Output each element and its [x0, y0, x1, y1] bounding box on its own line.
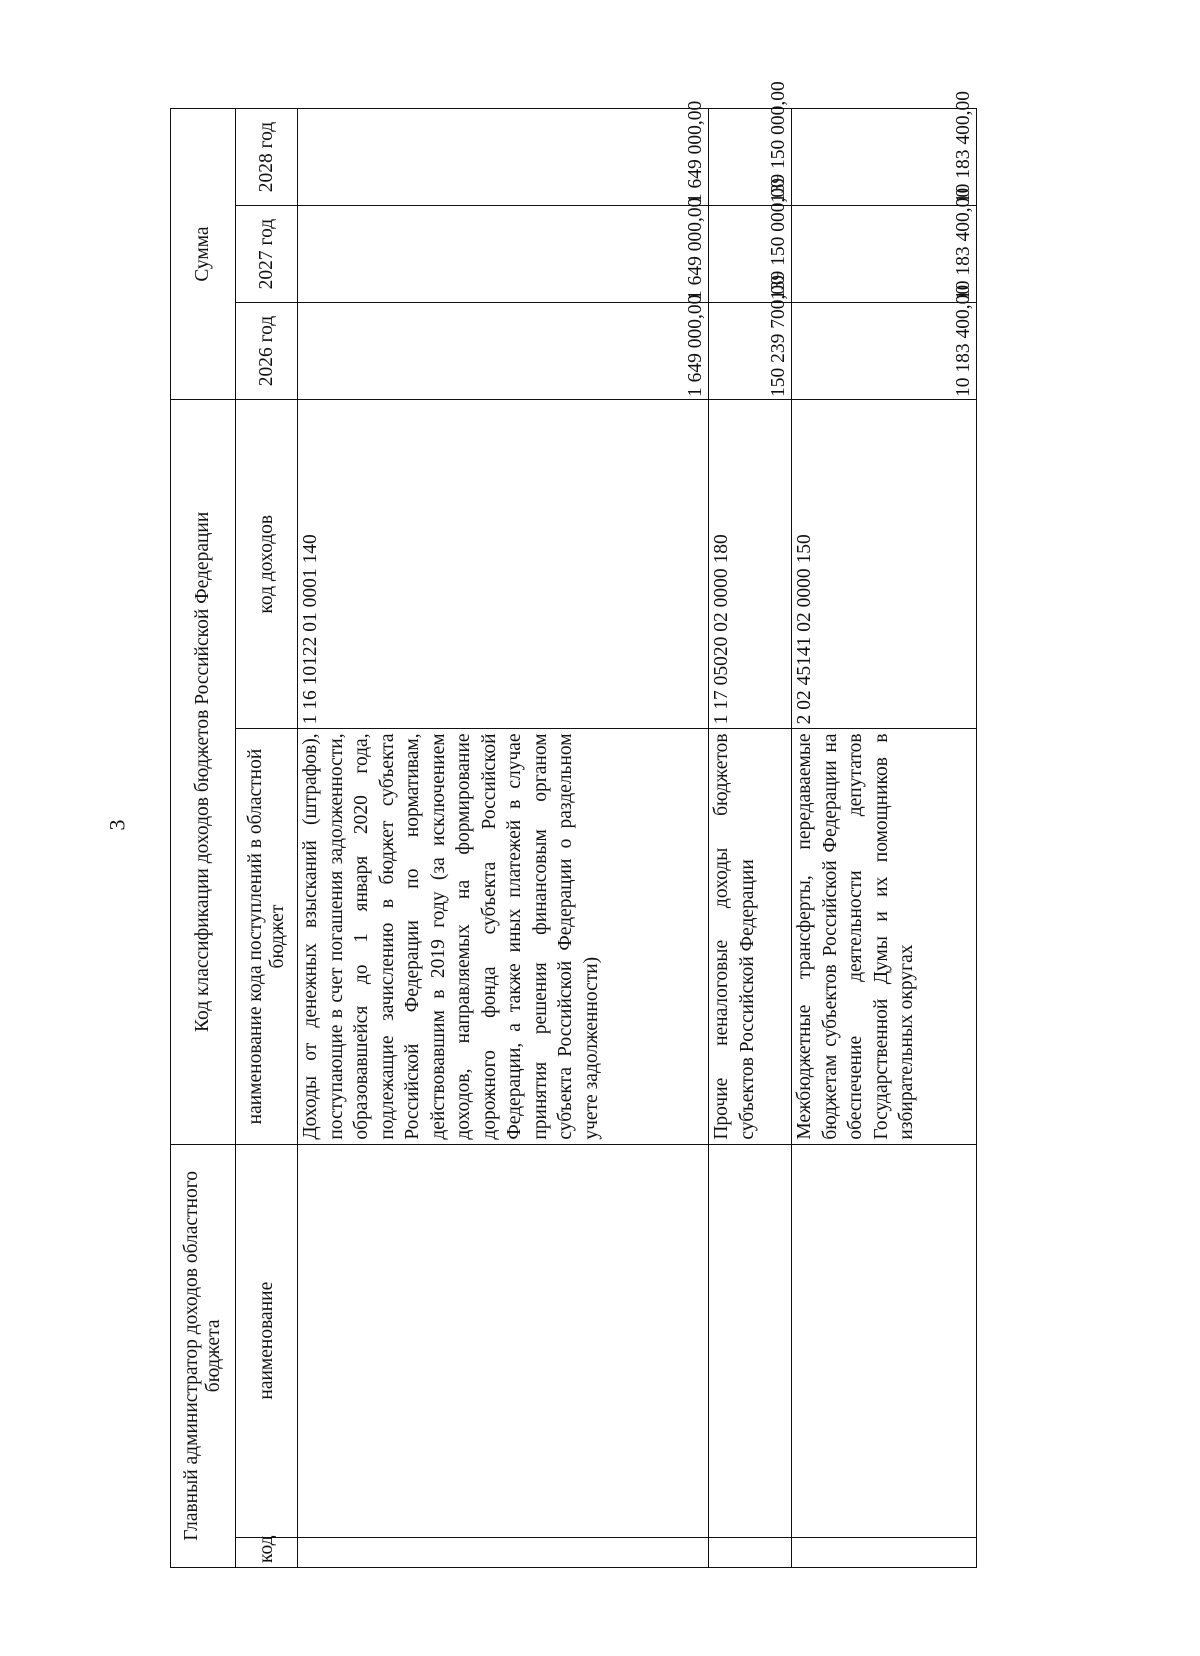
cell-income-code: 2 02 45141 02 0000 150 [792, 400, 977, 729]
cell-amount-2028: 10 183 400,00 [792, 109, 977, 206]
header-row-2 [236, 109, 298, 1568]
cell-code [792, 1537, 977, 1567]
cell-admin-name [792, 1144, 977, 1537]
cell-income-name: Межбюджетные трансферты, передаваемые бюджетам субъектов Российской Федерации на обеспечение деятельности депутатов Государственной Думы и их помощников в избирательных округах [792, 729, 977, 1144]
cell-admin-name [298, 1144, 709, 1537]
cell-amount-2027: 139 150 000,00 [709, 206, 792, 303]
header-sum: Сумма [171, 109, 236, 400]
cell-amount-2028: 139 150 000,00 [709, 109, 792, 206]
cell-amount-2028: 1 649 000,00 [298, 109, 709, 206]
cell-income-name: Доходы от денежных взысканий (штрафов), поступающие в счет погашения задолженности, образовавшейся до 1 января 2020 года, подлежащие зачислению в бюджет субъекта Российской Федерации по нормативам, действовавшим в 2019 году (за исключением доходов, направляемых на формирование дорожного фонда субъекта Российской Федерации, а также иных платежей в случае принятия решения финансовым органом субъекта Российской Федерации о раздельном учете задолженности) [298, 729, 709, 1144]
header-income-code: код доходов [236, 400, 298, 729]
cell-amount-2026: 150 239 700,00 [709, 303, 792, 400]
header-year-2026: 2026 год [236, 303, 298, 400]
table-row [792, 109, 977, 1568]
revenue-classification-table [170, 81, 977, 1568]
rotated-table-container [170, 81, 1015, 1568]
cell-amount-2027: 10 183 400,00 [792, 206, 977, 303]
cell-code [298, 1537, 709, 1567]
header-income-name: наименование кода поступлений в областной бюджет [236, 729, 298, 1144]
cell-amount-2026: 1 649 000,00 [298, 303, 709, 400]
cell-income-name: Прочие неналоговые доходы бюджетов субъектов Российской Федерации [709, 729, 792, 1144]
header-classification: Код классификации доходов бюджетов Российской Федерации [171, 400, 236, 1145]
header-code: код [236, 1537, 298, 1567]
header-year-2028: 2028 год [236, 109, 298, 206]
header-row-1 [171, 109, 236, 1568]
cell-amount-2027: 1 649 000,00 [298, 206, 709, 303]
cell-income-code: 1 16 10122 01 0001 140 [298, 400, 709, 729]
header-chief-admin: Главный администратор доходов областного бюджета [171, 1144, 236, 1567]
table-row [298, 109, 709, 1568]
cell-admin-name [709, 1144, 792, 1537]
cell-income-code: 1 17 05020 02 0000 180 [709, 400, 792, 729]
header-name: наименование [236, 1144, 298, 1537]
cell-amount-2026: 10 183 400,00 [792, 303, 977, 400]
table-row [709, 109, 792, 1568]
page-number: 3 [104, 819, 130, 831]
header-year-2027: 2027 год [236, 206, 298, 303]
cell-code [709, 1537, 792, 1567]
